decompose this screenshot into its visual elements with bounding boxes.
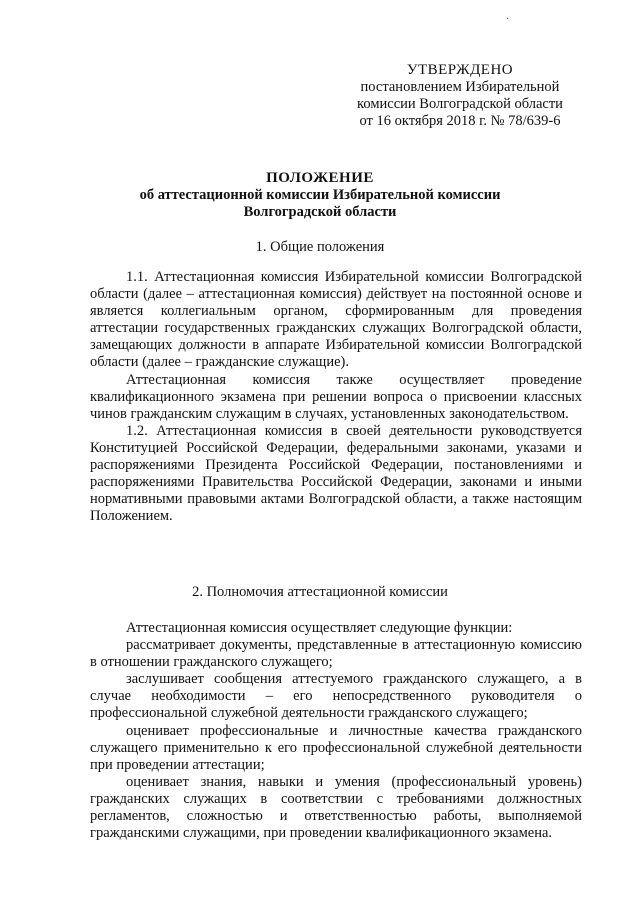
- paragraph-2-item-3: оценивает профессиональные и личностные качества гражданского служащего применительно к его профессиональной служебной деятельности при проведении аттестации;: [90, 722, 582, 773]
- paragraph-2-item-1: рассматривает документы, представленные в аттестационную комиссию в отношении гражданского служащего;: [90, 637, 582, 671]
- approval-line-3: от 16 октября 2018 г. № 78/639-6: [359, 113, 561, 129]
- section-1-body: [90, 269, 582, 525]
- approval-stamp: [340, 62, 580, 130]
- scan-mark: ·: [506, 14, 510, 25]
- paragraph-1-2: 1.2. Аттестационная комиссия в своей деятельности руководствуется Конституцией Российской Федерации, федеральными законами, указами и распоряжениями Президента Российской Федерации, постановлениями и распоряжениями Правительства Российской Федерации, законами и иными нормативными правовыми актами Волгоградской области, а также настоящим Положением.: [90, 422, 582, 525]
- section-2-heading: 2. Полномочия аттестационной комиссии: [192, 584, 448, 600]
- paragraph-2-item-4: оценивает знания, навыки и умения (профессиональный уровень) гражданских служащих в соответствии с требованиями должностных регламентов, сложностью и ответственностью работы, выполняемой гражданскими служащими, при проведении квалификационного экзамена.: [90, 773, 582, 842]
- paragraph-2-item-2: заслушивает сообщения аттестуемого гражданского служащего, а в случае необходимости – его непосредственного руководителя о профессиональной служебной деятельности гражданского служащего;: [90, 671, 582, 722]
- paragraph-1-1-b: Аттестационная комиссия также осуществляет проведение квалификационного экзамена при решении вопроса о присвоении классных чинов гражданским служащим в случаях, установленных законодательством.: [90, 371, 582, 422]
- paragraph-1-1: 1.1. Аттестационная комиссия Избирательной комиссии Волгоградской области (далее – аттестационная комиссия) действует на постоянной основе и является коллегиальным органом, сформированным для проведения аттестации государственных гражданских служащих Волгоградской области, замещающих должности в аппарате Избирательной комиссии Волгоградской области (далее – гражданские служащие).: [90, 269, 582, 371]
- approval-head: УТВЕРЖДЕНО: [406, 62, 514, 78]
- section-1-heading: 1. Общие положения: [255, 239, 385, 255]
- paragraph-2-intro: Аттестационная комиссия осуществляет следующие функции:: [126, 620, 513, 636]
- title-line-1: ПОЛОЖЕНИЕ: [266, 170, 374, 186]
- title-line-3: Волгоградской области: [243, 204, 397, 220]
- section-2-body: [90, 620, 582, 842]
- document-title: [60, 170, 580, 221]
- approval-line-2: комиссии Волгоградской области: [357, 96, 563, 112]
- approval-line-1: постановлением Избирательной: [360, 79, 560, 95]
- title-line-2: об аттестационной комиссии Избирательной комиссии: [139, 187, 501, 203]
